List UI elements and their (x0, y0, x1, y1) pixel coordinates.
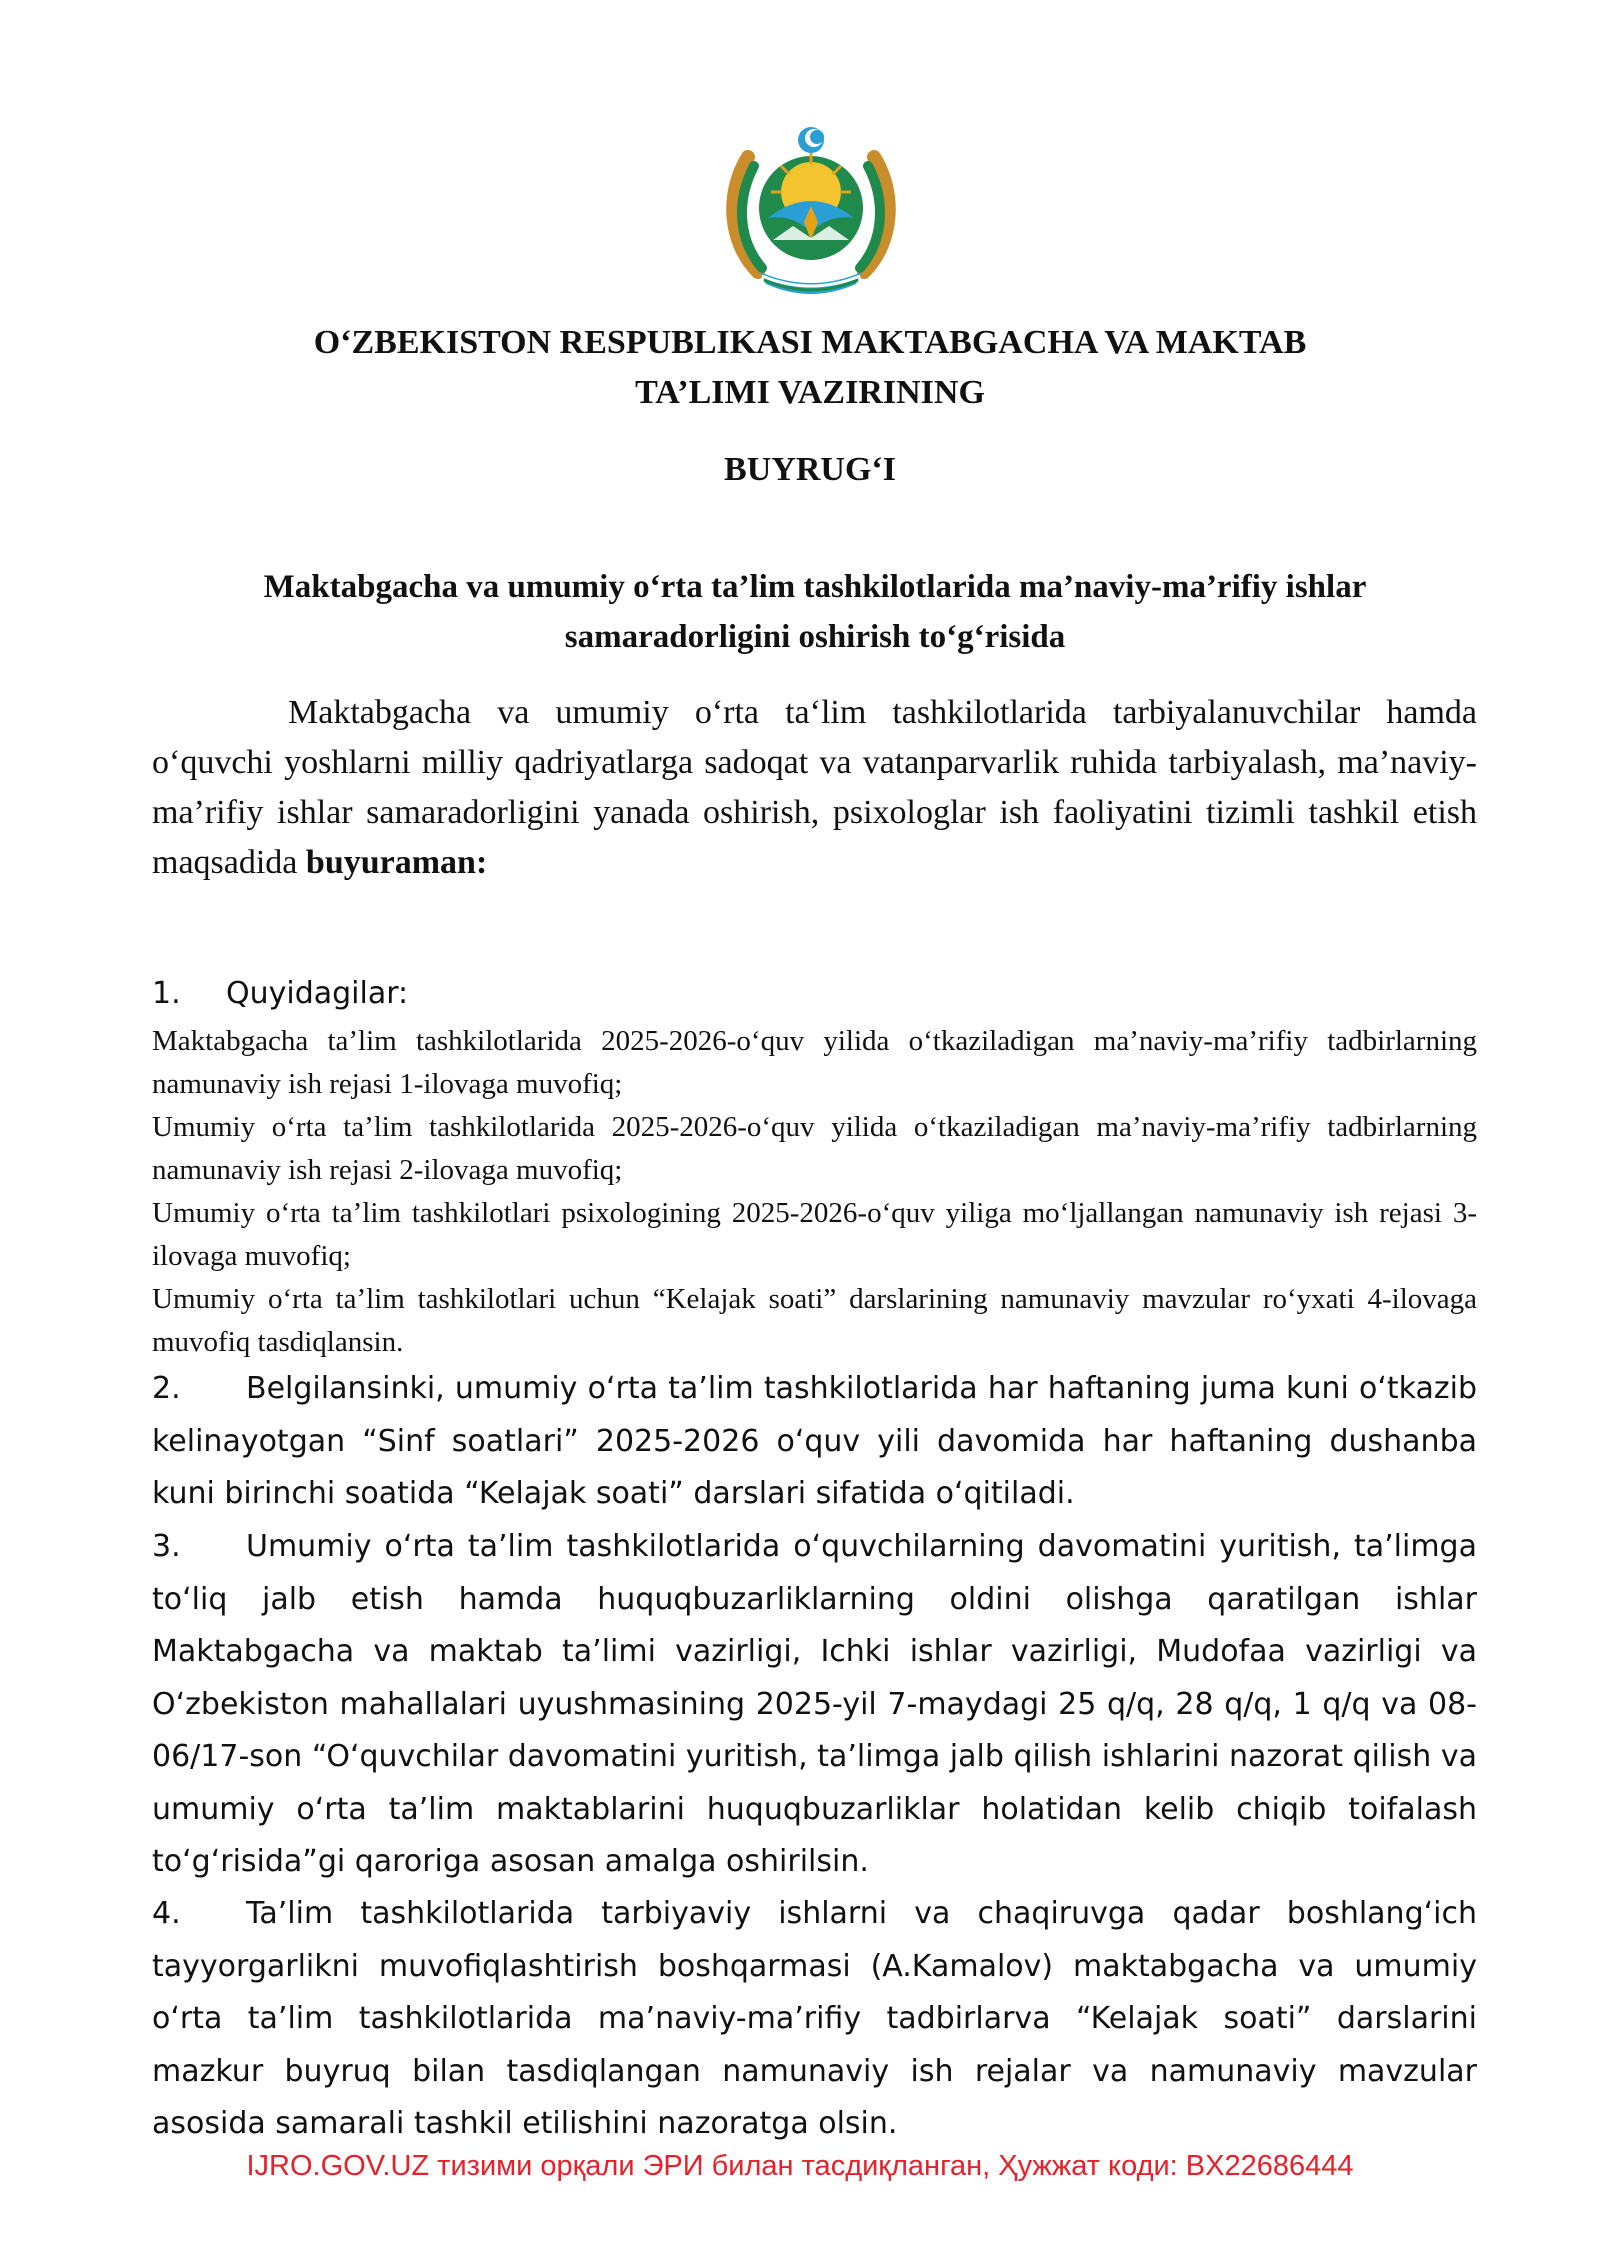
item-4-number: 4. (152, 1896, 181, 1931)
preamble-text: Maktabgacha va umumiy o‘rta ta‘lim tashkilotlarida tarbiyalanuvchilar hamda o‘quvchi yoshlarni milliy qadriyatlarga sadoqat va vatanparvarlik ruhida tarbiyalash, ma’naviy-ma’rifiy ishlar samaradorligini yanada oshirish, psixologlar ish faoliyatini tizimli tashkil etish maqsadida (152, 694, 1477, 881)
document-type: BUYRUG‘I (724, 451, 896, 488)
subject-line-1: Maktabgacha va umumiy o‘rta ta’lim tashkilotlarida ma’naviy-ma’rifiy ishlar (263, 569, 1367, 605)
item-3 (152, 1521, 1477, 1889)
heading-line-1: O‘ZBEKISTON RESPUBLIKASI MAKTABGACHA VA MAKTAB (313, 324, 1307, 361)
item-4 (152, 1888, 1477, 2151)
heading-line-2: TA’LIMI VAZIRINING (635, 374, 985, 411)
item-4-text: Ta’lim tashkilotlarida tarbiyaviy ishlarni va chaqiruvga qadar boshlang‘ich tayyorgarlikni muvofiqlashtirish boshqarmasi (A.Kamalov) maktabgacha va umumiy o‘rta ta’lim tashkilotlarida ma’naviy-ma’rifiy tadbirlarva “Kelajak soati” darslarini mazkur buyruq bilan tasdiqlangan namunaviy ish rejalar va namunaviy mavzular asosida samarali tashkil etilishini nazoratga olsin. (152, 1896, 1477, 2141)
item-1-number: 1. (152, 976, 181, 1011)
state-emblem-icon (718, 122, 904, 294)
list-item: Maktabgacha ta’lim tashkilotlarida 2025-2026-o‘quv yilida o‘tkaziladigan ma’naviy-ma’rifiy tadbirlarning namunaviy ish rejasi 1-ilovaga muvofiq; (152, 1025, 1477, 1100)
preamble-emphasis: buyuraman: (305, 844, 488, 881)
item-1-list (152, 1020, 1477, 1364)
list-item: Umumiy o‘rta ta’lim tashkilotlarida 2025-2026-o‘quv yilida o‘tkaziladigan ma’naviy-ma’rifiy tadbirlarning namunaviy ish rejasi 2-ilovaga muvofiq; (152, 1111, 1477, 1186)
item-2 (152, 1363, 1477, 1521)
item-2-text: Belgilansinki, umumiy o‘rta ta’lim tashkilotlarida har haftaning juma kuni o‘tkazib kelinayotgan “Sinf soatlari” 2025-2026 o‘quv yili davomida har haftaning dushanba kuni birinchi soatida “Kelajak soati” darslari sifatida o‘qitiladi. (152, 1371, 1477, 1511)
item-1-heading (152, 972, 408, 1016)
document-subject (150, 562, 1480, 662)
item-1-title: Quyidagilar: (226, 976, 409, 1011)
list-item: Umumiy o‘rta ta’lim tashkilotlari psixologining 2025-2026-o‘quv yiliga mo‘ljallangan namunaviy ish rejasi 3-ilovaga muvofiq; (152, 1197, 1477, 1272)
item-2-number: 2. (152, 1371, 181, 1406)
signature-verification-footer: IJRO.GOV.UZ тизими орқали ЭРИ билан тасдиқланган, Ҳужжат коди: BX22686444 (246, 2150, 1354, 2182)
document-heading (150, 318, 1470, 418)
item-3-text: Umumiy o‘rta ta’lim tashkilotlarida o‘quvchilarning davomatini yuritish, ta’limga to‘liq jalb etish hamda huquqbuzarliklarning oldini olishga qaratilgan ishlar Maktabgacha va maktab ta’limi vazirligi, Ichki ishlar vazirligi, Mudofaa vazirligi va O‘zbekiston mahallalari uyushmasining 2025-yil 7-maydagi 25 q/q, 28 q/q, 1 q/q va 08-06/17-son “O‘quvchilar davomatini yuritish, ta’limga jalb qilish ishlarini nazorat qilish va umumiy o‘rta ta’lim maktablarini huquqbuzarliklar holatidan kelib chiqib toifalash to‘g‘risida”gi qaroriga asosan amalga oshirilsin. (152, 1529, 1477, 1879)
preamble (152, 688, 1477, 888)
item-3-number: 3. (152, 1529, 181, 1564)
subject-line-2: samaradorligini oshirish to‘g‘risida (564, 619, 1066, 655)
list-item: Umumiy o‘rta ta’lim tashkilotlari uchun “Kelajak soati” darslarining namunaviy mavzular ro‘yxati 4-ilovaga muvofiq tasdiqlansin. (152, 1283, 1477, 1358)
